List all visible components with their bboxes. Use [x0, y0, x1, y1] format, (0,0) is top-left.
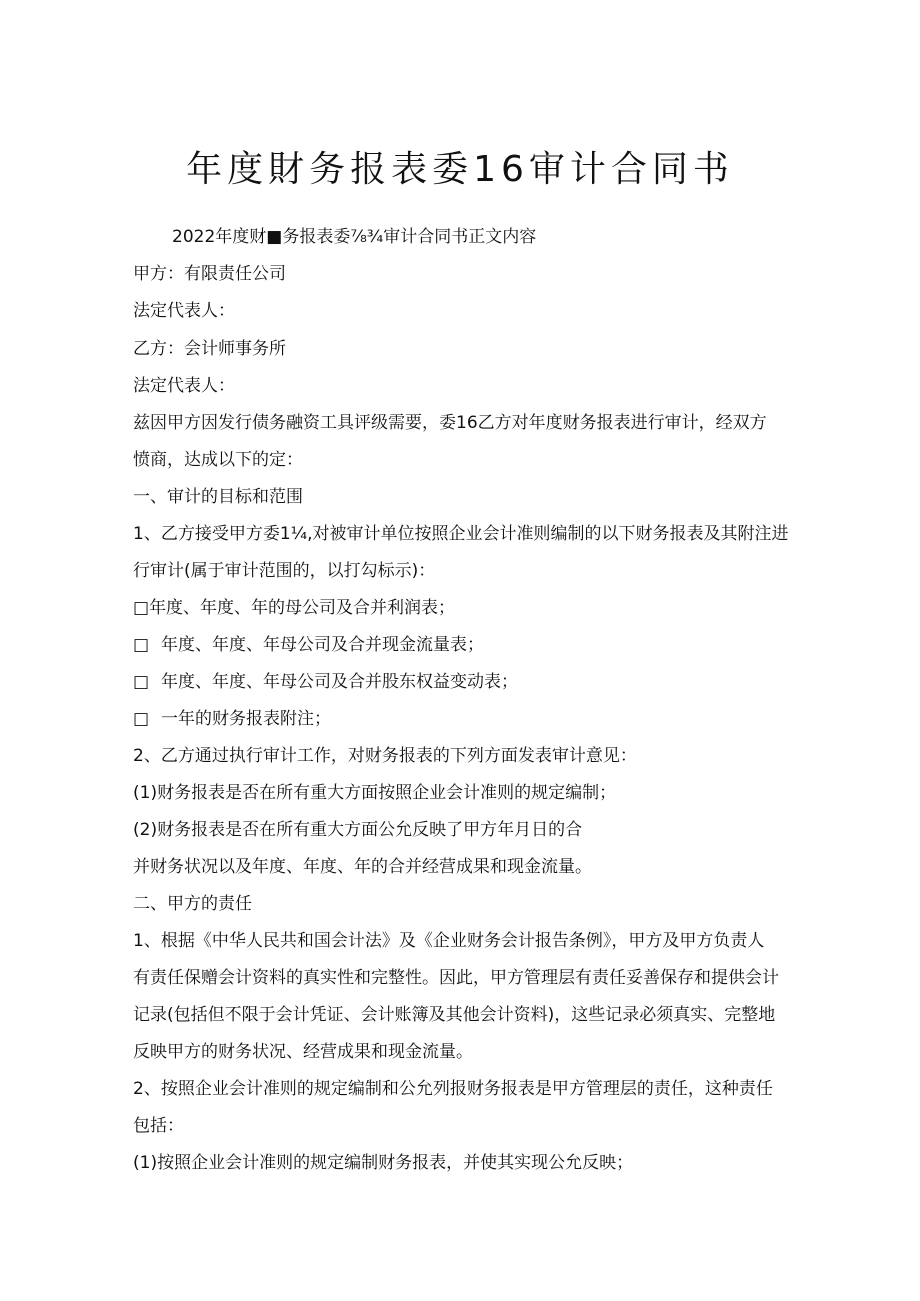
s2-item1-line3: 记录(包括但不限于会计凭证、会计账簿及其他会计资料)，这些记录必须真实、完整地 [133, 1005, 776, 1025]
s2-item2-line2: 包括： [133, 1116, 184, 1136]
checklist-item-label: 年度、年度、年母公司及合并现金流量表； [161, 635, 484, 655]
party-b-representative: 法定代表人： [133, 376, 235, 396]
checklist-item [133, 596, 455, 620]
s2-item1-line1: 1、根据《中华人民共和国会计法》及《企业财务会计报告条例》，甲方及甲方负责人 [133, 931, 765, 951]
s2-item1-line2: 有责任保赠会计资料的真实性和完整性。因此，甲方管理层有责任妥善保存和提供会计 [133, 968, 779, 988]
checklist-item-label: 年度、年度、年的母公司及合并利润表； [149, 598, 456, 618]
document-subtitle: 2022年度财■务报表委⅞¾审计合同书正文内容 [172, 227, 537, 247]
s2-item2-sub1: (1)按照企业会计准则的规定编制财务报表，并使其实现公允反映； [133, 1153, 634, 1173]
s1-item2-sub2-line1: (2)财务报表是否在所有重大方面公允反映了甲方年月日的合 [133, 820, 583, 840]
checkbox-icon: □ [133, 635, 150, 655]
intro-line-1: 兹因甲方因发行债务融资工具评级需要，委16乙方对年度财务报表进行审计，经双方 [133, 413, 767, 433]
section-2-heading: 二、甲方的责任 [133, 894, 252, 914]
s1-item1-line1: 1、乙方接受甲方委1¼,对被审计单位按照企业会计准则编制的以下财务报表及其附注进 [133, 524, 789, 544]
party-b: 乙方：会计师事务所 [133, 339, 286, 359]
s1-item2-sub2-line2: 并财务状况以及年度、年度、年的合并经营成果和现金流量。 [133, 857, 592, 877]
party-a: 甲方：有限责任公司 [133, 264, 286, 284]
checklist-item [133, 633, 484, 657]
checkbox-icon: □ [133, 672, 150, 692]
party-a-representative: 法定代表人： [133, 301, 235, 321]
s2-item1-line4: 反映甲方的财务状况、经营成果和现金流量。 [133, 1042, 473, 1062]
checkbox-icon: □ [133, 709, 150, 729]
checklist-item-label: 一年的财务报表附注； [161, 709, 331, 729]
checkbox-icon: □ [133, 598, 150, 618]
document-title: 年度財务报表委16审计合同书 [186, 149, 734, 190]
checklist-item [133, 707, 331, 731]
section-1-heading: 一、审计的目标和范围 [133, 487, 303, 507]
s1-item1-line2: 行审计(属于审计范围的，以打勾标示)： [133, 561, 436, 581]
s1-item2-sub1: (1)财务报表是否在所有重大方面按照企业会计准则的规定编制； [133, 783, 617, 803]
checklist-item-label: 年度、年度、年母公司及合并股东权益变动表； [161, 672, 518, 692]
checklist-item [133, 670, 518, 694]
s2-item2-line1: 2、按照企业会计准则的规定编制和公允列报财务报表是甲方管理层的责任，这种责任 [133, 1079, 773, 1099]
intro-line-2: 愤商，达成以下的定： [133, 450, 303, 470]
s1-item2: 2、乙方通过执行审计工作，对财务报表的下列方面发表审计意见： [133, 746, 637, 766]
